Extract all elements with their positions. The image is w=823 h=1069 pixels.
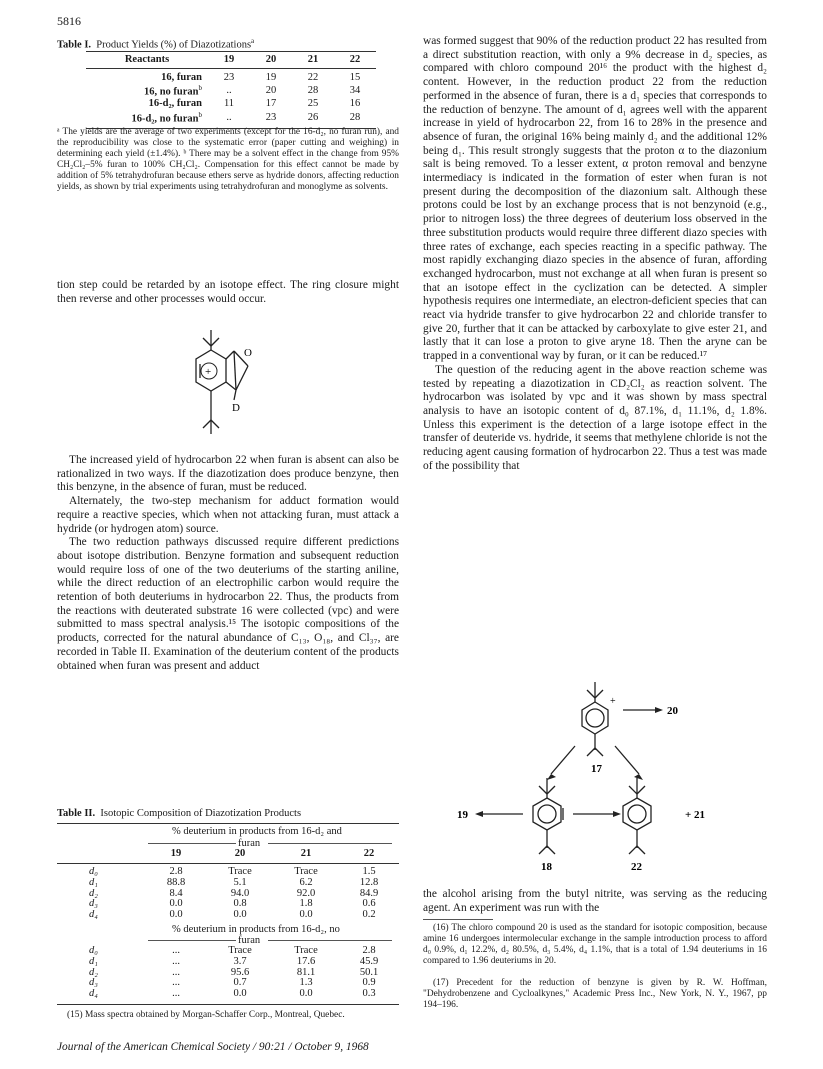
left-text-1: tion step could be retarded by an isotope effect. The ring closure might then reverse and other processes would occur. [57,279,399,305]
compound-19-label: 19 [457,809,468,821]
table-row: 16-d₂, no furan$^b$ .. 23 26 28 [86,110,376,129]
table1-caption: Table I. Product Yields (%) of Diazotizations$^a$ [57,37,255,51]
scheme-plus-label: + [610,696,616,707]
benzocation-structure [170,328,280,446]
table-row: d₁ 88.8 5.1 6.2 12.8 [89,876,379,888]
page-number: 5816 [57,14,81,28]
table-row: d₃ ... 0.7 1.3 0.9 [89,977,376,989]
table2-header1-furan: furan [238,838,261,849]
table-row: d₄ 0.0 0.0 0.0 0.2 [89,909,376,921]
table1-footnote: ᵃ The yields are the average of two experiments (except for the 16-d₂, no furan run), and the reproducibility was close to the systematic error (paper cutting and weighing) in determining each yield (±1.4%). ᵇ There may be a solvent effect in the change from 95% CH₂Cl₂–5% furan to 100% CH₂Cl₂. Compensation for this effect cannot be made by addition of 5% tetrahydrofuran because ethers serve as hydride donors, affecting reduction yields, as shown by trial experiments using tetrahydrofuran and monoglyme as solvents. [57,127,399,193]
table2-header2: % deuterium in products from 16-d₂, no [172,924,340,935]
table1-header: 21 [292,52,334,69]
journal-footer: Journal of the American Chemical Society / 90:21 / October 9, 1968 [57,1041,369,1053]
table2-rows1 [57,867,399,921]
footnote-16: (16) The chloro compound 20 is used as the standard for isotopic composition, because amine 16 undergoes intermolecular exchange in the sample introduction process to afford d₀ 0.9%, d₁ 12.2%, d₂ 80.5%, d₃ 5.4%, d₄ 1.1%, that is a total of 1.94 deuteriums in 16 compared to 1.96 deuteriums in 20. [423,923,767,967]
compound-17-label: 17 [591,763,602,775]
footnote-17: (17) Precedent for the reduction of benzyne is given by R. W. Hoffman, "Dehydrobenzene and Cycloalkynes," Academic Press Inc., New York, N. Y., 1967, pp 194–196. [423,978,767,1011]
compound-22-label: 22 [631,861,642,873]
deuterium-label: D [232,402,240,414]
plus-label: + [205,366,212,378]
table2-block1: 19 20 21 22 [170,848,375,859]
footnote-15: (15) Mass spectra obtained by Morgan-Schaffer Corp., Montreal, Quebec. [67,1010,345,1020]
table1-header: Reactants [86,52,208,69]
table-row: d₂ ... 95.6 81.1 50.1 [89,966,379,978]
right-text-1: was formed suggest that 90% of the reduction product 22 has resulted from a direct substitution reaction, with only a 9% decrease in d₂ species, as compared with chloro compound 20¹⁶ the product with the highest d₂ content. However, in the reduction product 22 from the reduction performed in the absence of furan, there is a d₁ species that corresponds to the reduction of benzyne. The amount of d₁ agrees well with the apparent increase in yield of hydrocarbon 22, from 16 to 28% in the presence and absence of furan, the original 16% being mainly d₂ and the additional 12% being d₁. This result strongly suggests that the proton α to the diazonium salt is being removed. To a lesser extent, α proton removal and benzyne intermediacy is indicated in the formation of ester when furan is not present during the decomposition of the diazonium salt. Although these protons could be lost by an exchange process that is not benzynoid (e.g., prior to nitrogen loss) the three degrees of deuterium loss observed in the three substitution products would require three different diazo species with three rates of exchange, each species reacting in a specific pathway. The most rapidly exchanging diazo species in the absence of furan, affording exchanged hydrocarbon, must not exchange at all when furan is present so that an isotope effect in the cyclization can be detected. A simpler hypothesis requires one intermediate, an electron-deficient species that can react via hydride transfer to give hydrocarbon 22 and chloride transfer to give 20, further that it can be attacked by carboxylate to give ester 21, and lastly that it can lose a proton to give aryne 18. Then the aryne can be trapped in a conventional way by furan, or it can be reduced.¹⁷ The question of the reducing agent in the above reaction scheme was tested by repeating a diazotization in CD₂Cl₂ as reaction solvent. The hydrocarbon was isolated by vpc and it was shown by mass spectral analysis to have an isotopic content of d₀ 87.1%, d₁ 11.1%, d₂ 1.8%. Unless this experiment is the detection of a large isotope effect in the transfer of deuteride vs. hydride, it seems that methylene chloride is not the reducing agent causing formation of hydrocarbon 22. Thus a test was made of the possibility that [423,35,767,472]
table-row: d₀ 2.8 Trace Trace 1.5 [89,866,376,877]
reaction-scheme [423,680,767,890]
compound-21-label: + 21 [685,809,706,821]
oxygen-label: O [244,347,252,359]
table-row: 16-d₂, furan 11 17 25 16 [148,98,361,110]
right-text-2: the alcohol arising from the butyl nitrite, was serving as the reducing agent. An experiment was run with the [423,888,767,914]
compound-20-label: 20 [667,705,678,717]
table-row: 16, no furan$^b$ .. 20 28 34 [143,84,361,98]
compound-18-label: 18 [541,861,552,873]
table-row: 16, furan 23 19 22 15 [161,71,361,83]
table-row: d₂ 8.4 94.0 92.0 84.9 [89,887,379,899]
table1-header: 19 [208,52,250,69]
table2-caption: Table II. Isotopic Composition of Diazotization Products [57,808,302,819]
table1-header: 20 [250,52,292,69]
table-row: d₁ ... 3.7 17.6 45.9 [89,955,379,967]
table-row: d₄ ... 0.0 0.0 0.3 [89,988,376,1000]
table1 [86,51,376,129]
table-row: d₀ ... Trace Trace 2.8 [89,945,376,956]
left-text-2: The increased yield of hydrocarbon 22 when furan is absent can also be rationalized in two ways. If the diazotization does produce benzyne, then this benzyne, in the absence of furan, must be reduced. Alternately, the two-step mechanism for adduct formation would require a reactive species, which when not attacking furan, must attack a hydride (or hydrogen atom) source. The two reduction pathways discussed require different predictions about isotope distribution. Benzyne formation and subsequent reduction would require loss of one of the two deuteriums of the starting aniline, while the direct reduction of an electrophilic carbon would require the retention of both deuteriums in hydrocarbon 22. Thus, the products from the reactions with deuterated substrate 16 were collected (vpc) and were submitted to mass spectral analysis.¹⁵ The isotopic compositions of the products, corrected for the natural abundance of C₁₃, O₁₈, and Cl₃₇, are recorded in Table II. Examination of the deuterium content of the products obtained when furan was present and adduct [57,454,399,672]
table1-header: 22 [334,52,376,69]
table2-header1: % deuterium in products from 16-d₂ and [172,826,342,837]
table2-rows2 [57,946,399,1000]
table2-header2-furan: furan [238,935,261,946]
table-row: d₃ 0.0 0.8 1.8 0.6 [89,898,376,910]
